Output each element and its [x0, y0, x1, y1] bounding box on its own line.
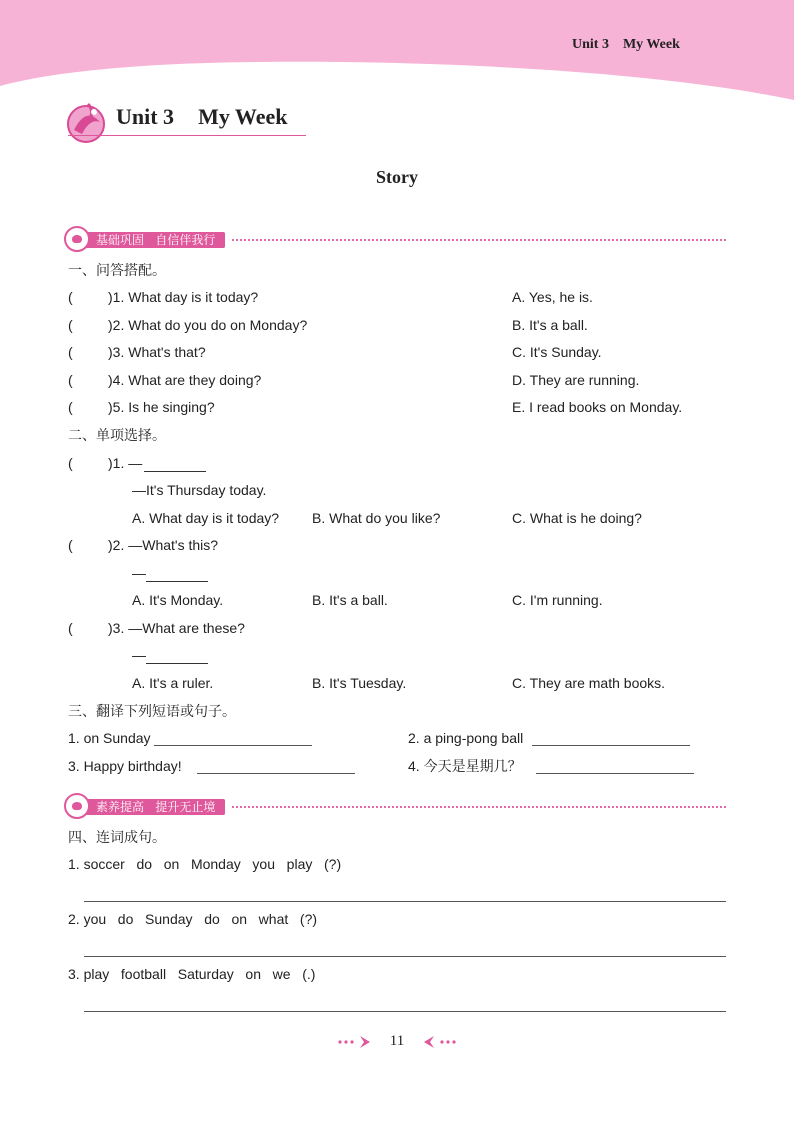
reply-dash: — — [132, 647, 146, 663]
answer-paren[interactable]: ( — [68, 344, 73, 360]
unit-number: Unit 3 — [116, 104, 175, 129]
answer-blank[interactable] — [146, 649, 208, 664]
question-text: )2. What do you do on Monday? — [108, 317, 308, 333]
part2-item-3-reply — [132, 646, 208, 664]
answer-blank[interactable] — [146, 567, 208, 582]
banner-improve-icon — [64, 793, 90, 819]
banner-basic-sub: 自信伴我行 — [155, 233, 216, 247]
item-stem: )3. —What are these? — [108, 620, 245, 636]
part1-question-4 — [68, 371, 261, 389]
part4-item-1-answer-line[interactable] — [84, 901, 726, 902]
answer-paren[interactable]: ( — [68, 289, 73, 305]
banner-improve-label: 素养提高 — [96, 800, 145, 814]
unit-title — [116, 104, 287, 130]
question-text: )3. What's that? — [108, 344, 206, 360]
running-title: Unit 3 My Week — [572, 37, 680, 52]
part1-answer-d: D. They are running. — [512, 372, 640, 388]
item-stem: )2. —What's this? — [108, 537, 219, 553]
part2-item-1-option-c: C. What is he doing? — [512, 510, 642, 526]
answer-paren[interactable]: ( — [68, 399, 73, 415]
part4-item-1: 1. soccer do on Monday you play (?) — [68, 856, 342, 872]
section-title: Story — [376, 167, 418, 187]
part1-question-2 — [68, 316, 307, 334]
answer-paren[interactable]: ( — [68, 620, 73, 636]
part2-item-2-option-a: A. It's Monday. — [132, 592, 224, 608]
part1-answer-c: C. It's Sunday. — [512, 344, 602, 360]
part2-item-2 — [68, 536, 218, 554]
part1-heading: 一、问答搭配。 — [68, 262, 166, 278]
banner-basic-dots — [232, 239, 726, 241]
answer-paren[interactable]: ( — [68, 317, 73, 333]
part2-item-1 — [68, 454, 206, 472]
part2-item-1-option-b: B. What do you like? — [312, 510, 441, 526]
part1-answer-e: E. I read books on Monday. — [512, 399, 683, 415]
phrase: 3. Happy birthday! — [68, 758, 182, 774]
banner-improve — [68, 799, 225, 815]
part2-item-1-reply: —It's Thursday today. — [132, 482, 267, 498]
part1-answer-a: A. Yes, he is. — [512, 289, 593, 305]
item-stem: )1. — — [108, 455, 143, 471]
answer-paren[interactable]: ( — [68, 372, 73, 388]
phrase: 1. on Sunday — [68, 730, 151, 746]
part3-item-1-answer-line[interactable] — [154, 745, 312, 746]
part3-item-4 — [408, 757, 522, 775]
unit-name: My Week — [198, 104, 288, 129]
banner-improve-dots — [232, 806, 726, 808]
part1-answer-b: B. It's a ball. — [512, 317, 588, 333]
part4-heading: 四、连词成句。 — [68, 829, 166, 845]
phrase: 2. a ping-pong ball — [408, 730, 524, 746]
part3-item-1 — [68, 729, 151, 747]
part3-item-2-answer-line[interactable] — [532, 745, 690, 746]
question-text: )4. What are they doing? — [108, 372, 262, 388]
part2-item-2-option-b: B. It's a ball. — [312, 592, 388, 608]
banner-improve-sub: 提升无止境 — [155, 800, 216, 814]
banner-basic-icon — [64, 226, 90, 252]
part2-item-1-option-a: A. What day is it today? — [132, 510, 280, 526]
part4-item-2: 2. you do Sunday do on what (?) — [68, 911, 318, 927]
part4-item-3: 3. play football Saturday on we (.) — [68, 966, 316, 982]
part1-question-3 — [68, 343, 206, 361]
phrase: 4. 今天是星期几？ — [408, 758, 522, 774]
banner-basic — [68, 232, 225, 248]
part2-item-2-reply — [132, 564, 208, 582]
answer-paren[interactable]: ( — [68, 537, 73, 553]
unit-logo-icon — [64, 100, 110, 144]
banner-basic-label: 基础巩固 — [96, 233, 145, 247]
page-arrow-right-icon — [336, 1034, 376, 1050]
reply-dash: — — [132, 565, 146, 581]
question-text: )1. What day is it today? — [108, 289, 259, 305]
part3-item-4-answer-line[interactable] — [536, 773, 694, 774]
page-number: 11 — [389, 1033, 405, 1049]
part2-heading: 二、单项选择。 — [68, 427, 166, 443]
answer-blank[interactable] — [144, 457, 206, 472]
part1-question-5 — [68, 398, 215, 416]
part3-item-3 — [68, 757, 182, 775]
part1-question-1 — [68, 288, 258, 306]
part2-item-3-option-a: A. It's a ruler. — [132, 675, 214, 691]
question-text: )5. Is he singing? — [108, 399, 215, 415]
part3-item-3-answer-line[interactable] — [197, 773, 355, 774]
part2-item-3-option-c: C. They are math books. — [512, 675, 666, 691]
part2-item-3-option-b: B. It's Tuesday. — [312, 675, 407, 691]
part2-item-2-option-c: C. I'm running. — [512, 592, 603, 608]
page-arrow-left-icon — [418, 1034, 458, 1050]
part3-item-2 — [408, 729, 523, 747]
part4-item-2-answer-line[interactable] — [84, 956, 726, 957]
part4-item-3-answer-line[interactable] — [84, 1011, 726, 1012]
part2-item-3 — [68, 619, 245, 637]
answer-paren[interactable]: ( — [68, 455, 73, 471]
part3-heading: 三、翻译下列短语或句子。 — [68, 703, 236, 719]
title-underline — [68, 135, 306, 136]
